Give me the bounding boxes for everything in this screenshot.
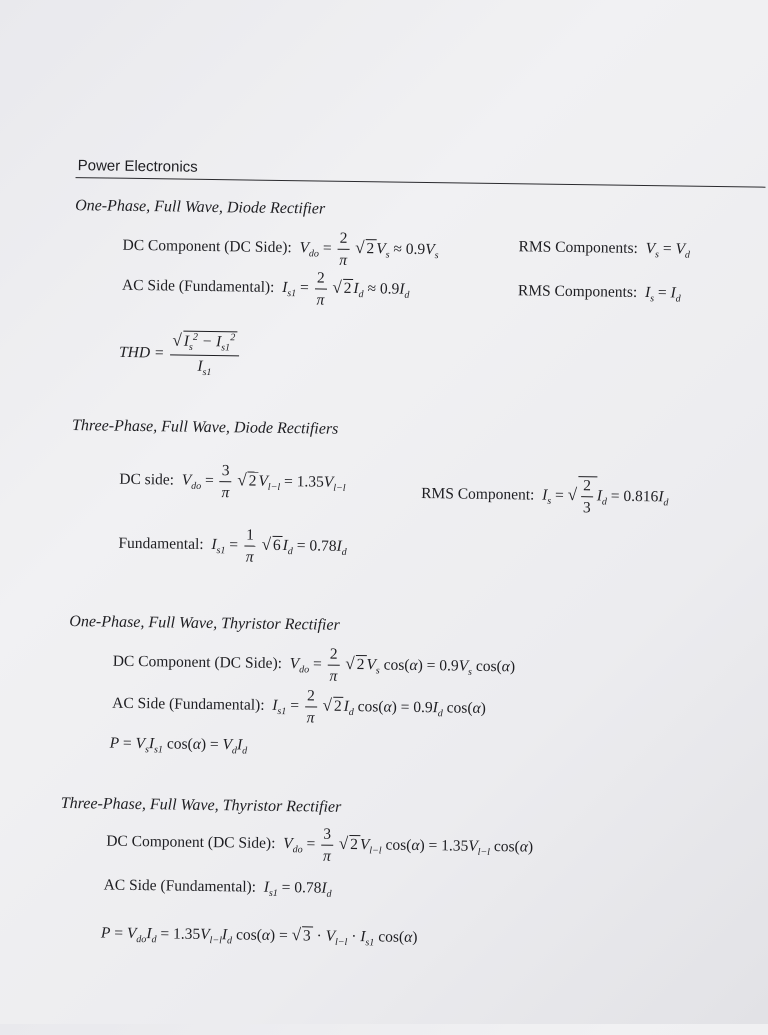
formula-label: AC Side (Fundamental): [112,694,265,714]
formula-label: THD = [118,343,165,362]
formula-dc-component-3ph-thyristor: DC Component (DC Side): $V_{do}$ = $\frac{3}{\pi}$ √ 2 $V_{l-l}$ $\cos(\alpha) = 1.35V_{l-l}$ cos(α) [106,825,534,865]
formula-label: RMS Component: [421,484,535,504]
section-title-three-phase-diode: Three-Phase, Full Wave, Diode Rectifiers [71,417,339,438]
section-title-three-phase-thyristor: Three-Phase, Full Wave, Thyristor Rectifier [60,794,342,816]
formula-dc-side-3ph-diode: DC side: $V_{do}$ = $\frac{3}{\pi}$ √ 2 $V_{l-l} = 1.35V_{l-l}$ [119,462,346,501]
header-rule [76,177,766,188]
formula-ac-side-1ph-thyristor: AC Side (Fundamental): $I_{s1}$ = $\frac{2}{\pi}$ √ 2 $I_d$ $\cos(\alpha) = 0.9I_d$ cos(α) [112,687,486,726]
formula-ac-side-3ph-thyristor: AC Side (Fundamental): $I_{s1} = 0.78I_d$ [103,876,332,900]
section-title-one-phase-thyristor: One-Phase, Full Wave, Thyristor Rectifier [69,613,340,634]
formula-label: DC Component (DC Side): [106,832,276,852]
formula-ac-side-1ph-diode: AC Side (Fundamental): $I_{s1}$ = $\frac{2}{\pi}$ √ 2 $I_d \approx 0.9I_d$ [121,269,410,309]
formula-thd: THD = $\frac{√ I_s^2 - I_{s1}^2}{I_{s1}}$ [119,330,242,379]
formula-rms-current-1ph-diode: RMS Components: $I_s = I_d$ [517,282,681,305]
formula-dc-component-1ph-thyristor: DC Component (DC Side): $V_{do}$ = $\frac{2}{\pi}$ √ 2 $V_s$ $\cos(\alpha) = 0.9V_s$ cos(α) [112,645,516,685]
formula-fundamental-3ph-diode: Fundamental: $I_{s1}$ = $\frac{1}{\pi}$ √ 6 $I_d = 0.78I_d$ [118,526,347,566]
formula-power-1ph-thyristor: $P = V_sI_{s1}$ $\cos(\alpha) = V_dI_d$ [109,734,248,757]
formula-label: DC Component (DC Side): [122,236,292,257]
formula-rms-voltage-1ph-diode: RMS Components: $V_s = V_d$ [518,238,690,261]
formula-label: DC side: [119,470,175,489]
formula-label: AC Side (Fundamental): [121,276,275,296]
formula-label: AC Side (Fundamental): [103,876,257,896]
formula-label: RMS Components: [518,238,639,257]
formula-label: Fundamental: [118,534,204,553]
formula-label: RMS Components: [517,282,638,301]
formula-power-3ph-thyristor: $P = V_{do}I_d = 1.35V_{l-l}I_d$ cos(α) = √ $3 \cdot V_{l-l} \cdot I_{s1}$ cos(α) [100,924,418,949]
page-header-title: Power Electronics [77,157,198,176]
formula-dc-component-1ph-diode: DC Component (DC Side): $V_{do}$ = $\frac{2}{\pi}$ √ 2 $V_s \approx 0.9V_s$ [122,229,439,269]
formula-rms-component-3ph-diode: RMS Component: $I_s$ = √ $\frac{2}{3}$ $I_d = 0.816I_d$ [421,477,669,516]
section-title-one-phase-diode: One-Phase, Full Wave, Diode Rectifier [75,197,326,218]
formula-label: DC Component (DC Side): [112,652,283,673]
